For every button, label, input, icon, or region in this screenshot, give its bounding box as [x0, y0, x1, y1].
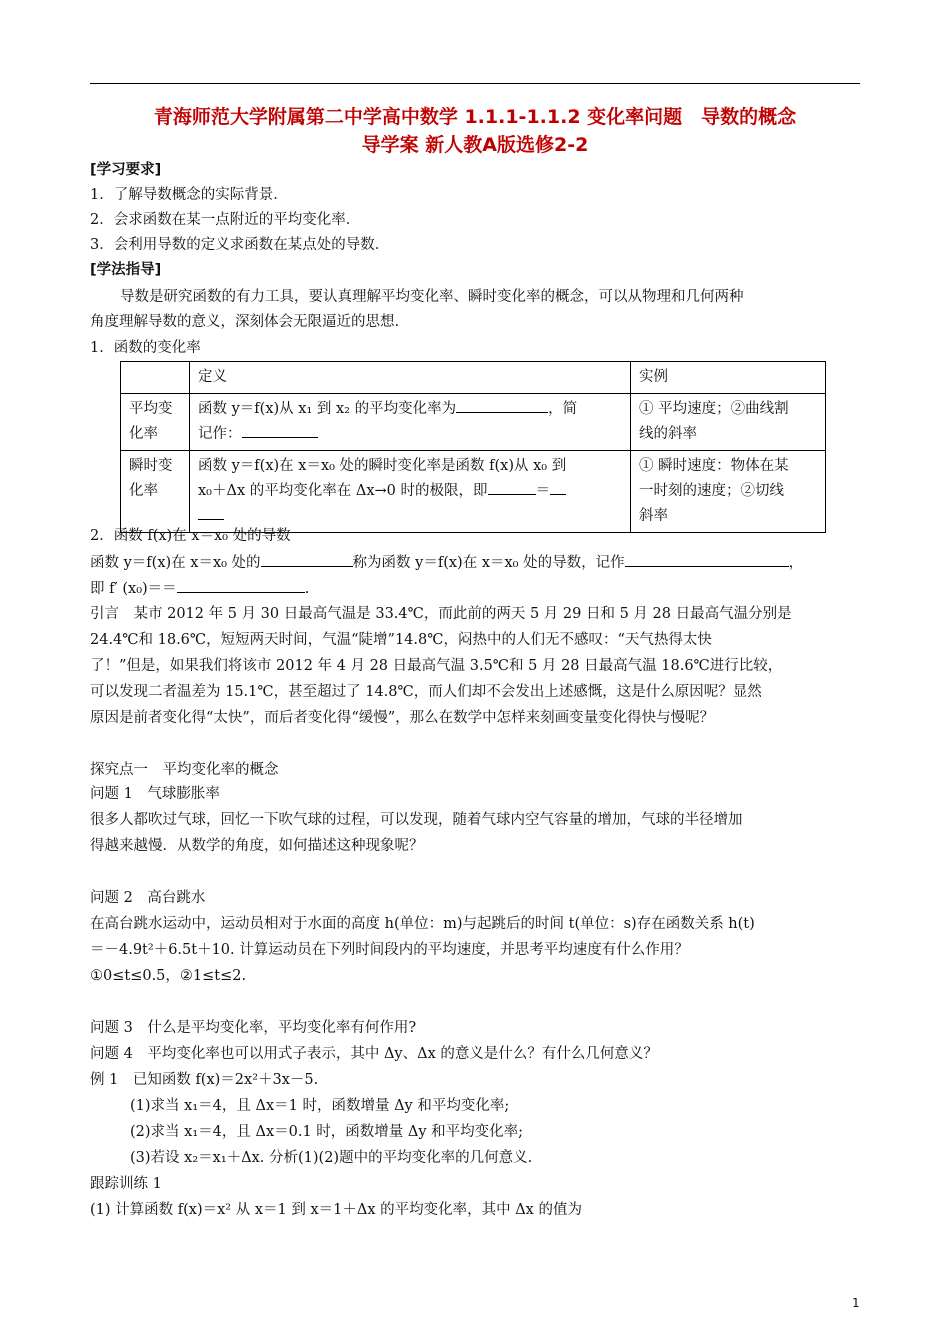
answer-blank: [261, 552, 353, 567]
rate-definition-table: [120, 361, 826, 533]
row-name-line: 化率: [129, 426, 158, 442]
table-header-cell: [121, 362, 190, 394]
question-3: 问题 3 什么是平均变化率，平均变化率有何作用?: [90, 1020, 417, 1036]
row-example-cell: [631, 451, 826, 533]
intro-line: 了！”但是，如果我们将该市 2012 年 4 月 28 日最高气温 3.5℃和 5 月 28 日最高气温 18.6℃进行比较，: [90, 658, 783, 674]
question-4: 问题 4 平均变化率也可以用式子表示，其中 Δy、Δx 的意义是什么？有什么几何意义？: [90, 1046, 658, 1062]
row-name-line: 瞬时变: [129, 458, 173, 474]
definition-text: ＝: [535, 483, 550, 499]
definition-text: 函数 y＝f(x)在 x＝x₀ 处的瞬时变化率是函数 f(x)从 x₀ 到: [198, 458, 567, 474]
row-definition-cell: [190, 394, 631, 451]
row-name-line: 平均变: [129, 401, 173, 417]
example-1-part: (1)求当 x₁＝4，且 Δx＝1 时，函数增量 Δy 和平均变化率;: [130, 1098, 510, 1114]
example-1-part: (2)求当 x₁＝4，且 Δx＝0.1 时，函数增量 Δy 和平均变化率;: [130, 1124, 524, 1140]
answer-blank: [198, 505, 224, 520]
derivative-formula-text: .: [304, 581, 310, 597]
derivative-definition-text: 函数 y＝f(x)在 x＝x₀ 处的: [90, 555, 261, 571]
definition-text: 记作：: [198, 426, 242, 442]
requirement-item: 3．会利用导数的定义求函数在某点处的导数．: [90, 237, 390, 253]
example-line: 线的斜率: [639, 426, 697, 442]
example-1: 例 1 已知函数 f(x)＝2x²＋3x－5.: [90, 1072, 319, 1088]
question-1-title: 问题 1 气球膨胀率: [90, 786, 220, 802]
section1-heading: 1．函数的变化率: [90, 340, 201, 356]
row-definition-cell: [190, 451, 631, 533]
document-title-line1: 青海师范大学附属第二中学高中数学 1.1.1-1.1.2 变化率问题 导数的概念: [153, 106, 797, 128]
header-rule: [90, 83, 860, 84]
answer-blank: [456, 398, 548, 413]
guide-paragraph-line: 导数是研究函数的有力工具，要认真理解平均变化率、瞬时变化率的概念，可以从物理和几何两种: [120, 289, 744, 305]
table-row: [121, 451, 826, 533]
table-header-cell: 实例: [631, 362, 826, 394]
intro-line: 原因是前者变化得“太快”，而后者变化得“缓慢”，那么在数学中怎样来刻画变量变化得快与慢呢？: [90, 710, 715, 726]
question-1-text: 很多人都吹过气球，回忆一下吹气球的过程，可以发现，随着气球内空气容量的增加，气球的半径增加: [90, 812, 743, 828]
table-row: [121, 394, 826, 451]
derivative-definition-text: 称为函数 y＝f(x)在 x＝x₀ 处的导数，记作: [352, 555, 625, 571]
page-number: 1: [852, 1296, 860, 1310]
question-2-text: ①0≤t≤0.5，②1≤t≤2.: [90, 968, 247, 984]
row-example-cell: [631, 394, 826, 451]
derivative-formula-text: 即 f′ (x₀)＝＝: [90, 581, 177, 597]
definition-text: ，简: [548, 401, 578, 417]
explore-heading: 探究点一 平均变化率的概念: [90, 762, 279, 778]
row-name-cell: [121, 394, 190, 451]
requirements-heading: [学习要求]: [90, 162, 162, 178]
tracking-exercise-item: (1) 计算函数 f(x)＝x² 从 x＝1 到 x＝1＋Δx 的平均变化率，其中 Δx 的值为: [90, 1202, 582, 1218]
intro-line: 引言 某市 2012 年 5 月 30 日最高气温是 33.4℃，而此前的两天 5 月 29 日和 5 月 28 日最高气温分别是: [90, 606, 792, 622]
requirement-item: 1．了解导数概念的实际背景．: [90, 187, 288, 203]
guide-heading: [学法指导]: [90, 262, 162, 278]
definition-text: x₀＋Δx 的平均变化率在 Δx→0 时的极限，即: [198, 483, 488, 499]
intro-line: 24.4℃和 18.6℃，短短两天时间，气温“陡增”14.8℃，闷热中的人们无不感叹：“天气热得太快: [90, 632, 712, 648]
example-line: 斜率: [639, 508, 668, 524]
row-name-line: 化率: [129, 483, 158, 499]
table-header-cell: 定义: [190, 362, 631, 394]
guide-paragraph-line: 角度理解导数的意义，深刻体会无限逼近的思想.: [90, 314, 400, 330]
question-1-text: 得越来越慢．从数学的角度，如何描述这种现象呢？: [90, 838, 424, 854]
answer-blank: [242, 423, 318, 438]
question-2-text: 在高台跳水运动中，运动员相对于水面的高度 h(单位：m)与起跳后的时间 t(单位：s)存在函数关系 h(t): [90, 916, 755, 932]
intro-line: 可以发现二者温差为 15.1℃，甚至超过了 14.8℃，而人们却不会发出上述感慨，这是什么原因呢？显然: [90, 684, 762, 700]
example-line: ① 平均速度；②曲线割: [639, 401, 789, 417]
answer-blank: [550, 480, 566, 495]
requirement-item: 2．会求函数在某一点附近的平均变化率．: [90, 212, 361, 228]
tracking-exercise-heading: 跟踪训练 1: [90, 1176, 162, 1192]
example-1-part: (3)若设 x₂＝x₁＋Δx. 分析(1)(2)题中的平均变化率的几何意义.: [130, 1150, 533, 1166]
definition-text: 函数 y＝f(x)从 x₁ 到 x₂ 的平均变化率为: [198, 401, 457, 417]
document-title-line2: 导学案 新人教A版选修2-2: [361, 134, 589, 156]
question-2-text: ＝－4.9t²＋6.5t＋10. 计算运动员在下列时间段内的平均速度，并思考平均速度有什么作用？: [90, 942, 689, 958]
question-2-title: 问题 2 高台跳水: [90, 890, 206, 906]
row-name-cell: [121, 451, 190, 533]
example-line: ① 瞬时速度：物体在某: [639, 458, 789, 474]
example-line: 一时刻的速度；②切线: [639, 483, 784, 499]
answer-blank: [488, 480, 536, 495]
answer-blank: [177, 578, 305, 593]
answer-blank: [625, 552, 789, 567]
section2-heading: 2．函数 f(x)在 x＝x₀ 处的导数: [90, 528, 291, 544]
